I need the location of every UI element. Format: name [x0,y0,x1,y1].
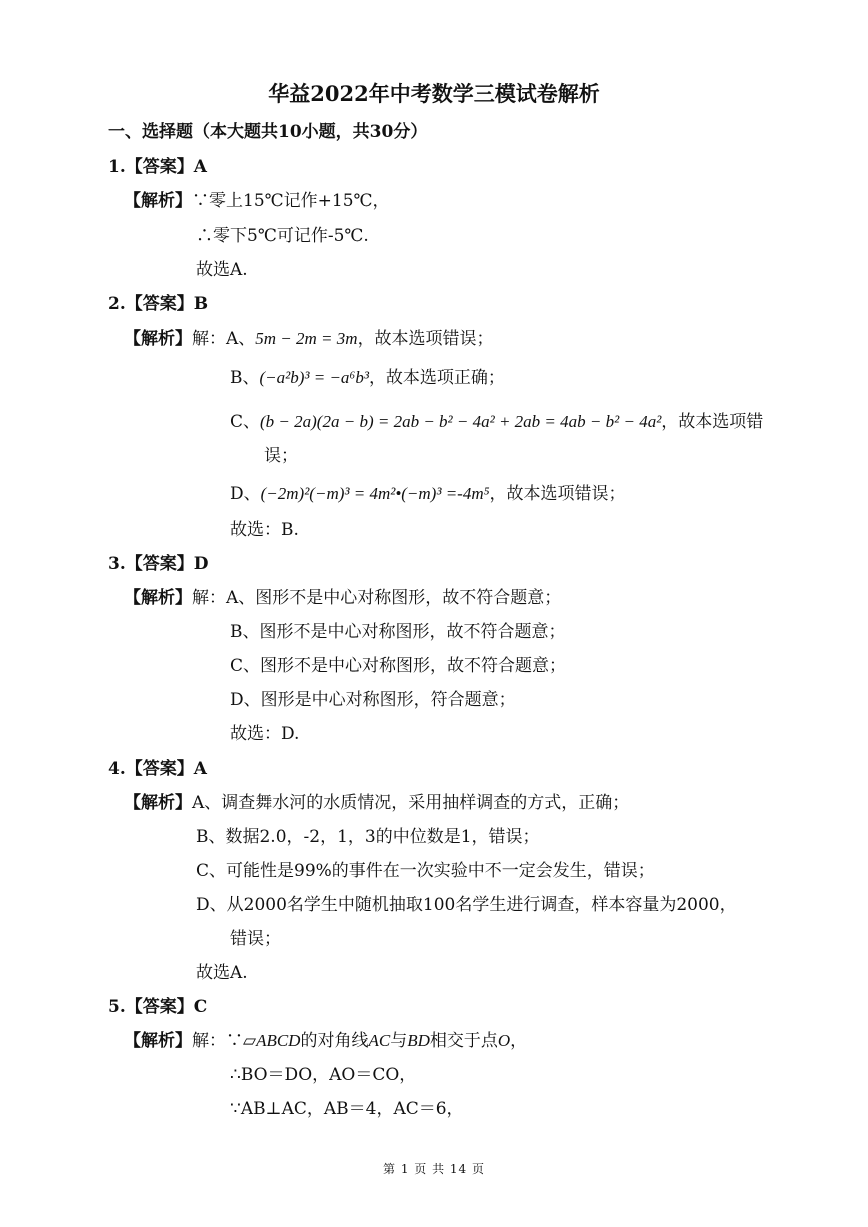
q2-d-tail: ，故本选项错误； [489,484,626,504]
q4-answer: 4.【答案】A [108,759,207,779]
q2-conclusion: 故选：B. [230,520,299,540]
analysis-tag: 【解析】 [124,1031,192,1051]
q5-l1-bd: BD [407,1031,430,1050]
analysis-tag: 【解析】 [124,588,192,608]
q2-c-tail: ，故本选项错 [661,412,764,432]
section-heading: 一、选择题（本大题共10小题，共30分） [108,122,428,142]
q4-option-a [124,791,629,815]
q1-analysis-line [124,189,390,213]
analysis-tag: 【解析】 [124,793,192,813]
q5-l1-mid2: 与 [390,1031,408,1051]
q3-option-c: C、图形不是中心对称图形，故不符合题意； [230,656,567,676]
q2-answer: 2.【答案】B [108,294,209,314]
q5-l1-ac: AC [368,1031,391,1050]
q5-l1-mid1: 的对角线 [300,1031,369,1051]
q5-answer: 5.【答案】C [108,997,208,1017]
q2-c-prefix: C、 [230,412,261,432]
q1-line1: ∵零上15℃记作+15℃， [192,191,390,211]
q5-line2: ∴BO＝DO，AO＝CO， [230,1065,417,1085]
q5-l1-o: O [497,1031,511,1050]
q4-option-c: C、可能性是99%的事件在一次实验中不一定会发生，错误； [196,861,655,881]
q3-option-b: B、图形不是中心对称图形，故不符合题意； [230,622,566,642]
q4-option-d: D、从2000名学生中随机抽取100名学生进行调查，样本容量为2000， [196,895,737,915]
q2-b-tail: ，故本选项正确； [368,368,505,388]
q3-conclusion: 故选：D. [230,724,300,744]
q2-option-a [124,327,494,351]
q5-l1-end: ， [510,1031,528,1051]
q3-option-a [124,586,561,610]
q1-line3: 故选A. [196,260,248,280]
q2-b-math: (−a²b)³ = −a⁶b³ [259,368,369,387]
q4-option-b: B、数据2.0，-2，1，3的中位数是1，错误； [196,827,540,847]
q2-option-c [230,410,763,434]
q5-l1-mid3: 相交于点 [429,1031,498,1051]
q3-answer: 3.【答案】D [108,554,209,574]
q2-c-math: (b − 2a)(2a − b) = 2ab − b² − 4a² + 2ab = 4ab − b² − 4a² [260,412,662,431]
q2-option-d [230,482,626,506]
q2-a-tail: ，故本选项错误； [357,329,494,349]
q2-b-prefix: B、 [230,368,260,388]
analysis-tag: 【解析】 [124,329,192,349]
q4-d-continuation: 错误； [230,929,281,949]
q5-l1-abcd: ABCD [256,1031,301,1050]
q2-d-prefix: D、 [230,484,261,504]
q2-option-b [230,366,505,390]
q2-a-prefix: 解：A、 [192,329,256,349]
q2-a-math: 5m − 2m = 3m [255,329,358,348]
q4-conclusion: 故选A. [196,963,248,983]
q2-c-continuation: 误； [264,446,298,466]
analysis-tag: 【解析】 [124,191,192,211]
q3-a-text: 解：A、图形不是中心对称图形，故不符合题意； [192,588,562,608]
q5-line1 [124,1029,527,1053]
q4-a-text: A、调查舞水河的水质情况，采用抽样调查的方式，正确； [192,793,630,813]
q1-answer: 1.【答案】A [108,157,207,177]
page-footer: 第 1 页 共 14 页 [383,1162,485,1176]
q5-line3: ∵AB⊥AC，AB＝4，AC＝6， [230,1099,464,1119]
q5-l1-prefix: 解：∵▱ [192,1031,257,1051]
document-title: 华益2022年中考数学三模试卷解析 [268,81,600,106]
q1-line2: ∴零下5℃可记作-5℃. [196,226,369,246]
q3-option-d: D、图形是中心对称图形，符合题意； [230,690,516,710]
q2-d-math: (−2m)²(−m)³ = 4m²•(−m)³ =-4m⁵ [260,484,490,503]
